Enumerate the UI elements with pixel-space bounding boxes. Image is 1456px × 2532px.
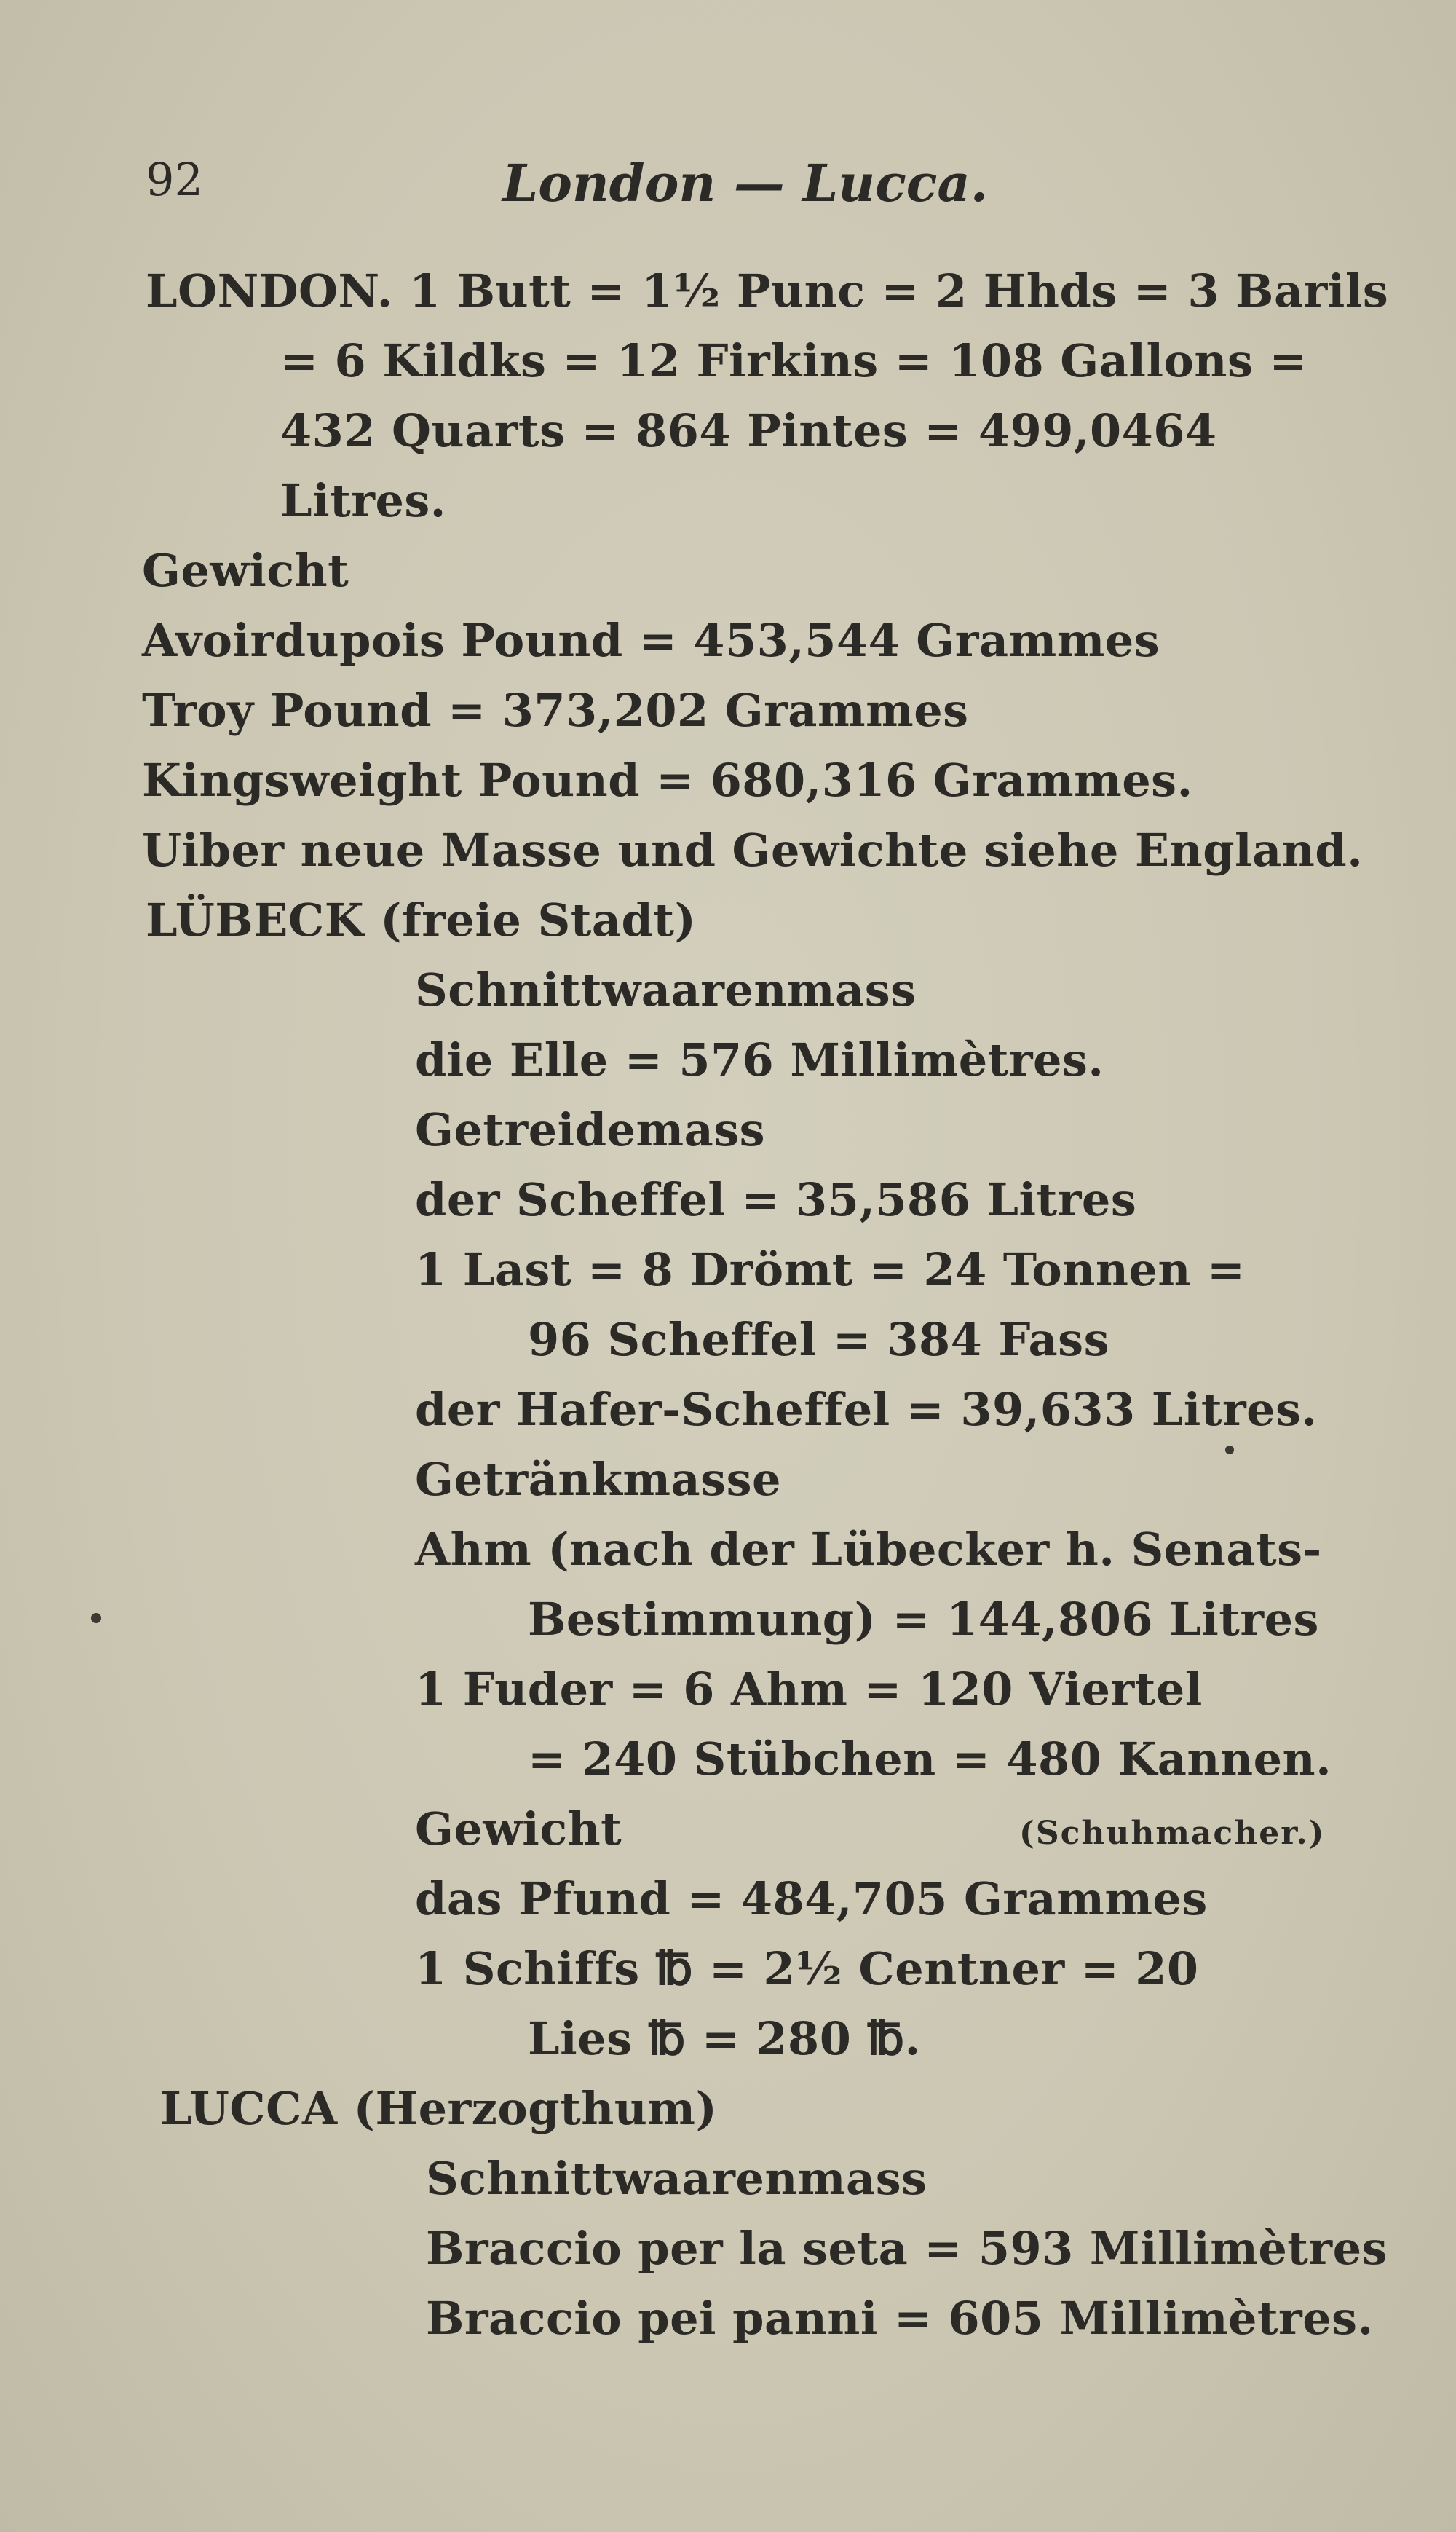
lucca-schnittwaarenmass-heading: Schnittwaarenmass [426, 2152, 927, 2205]
london-entry-line-4: Litres. [280, 474, 446, 527]
luebeck-getraenkmasse-heading: Getränkmasse [415, 1453, 781, 1506]
running-title: London — Lucca. [502, 153, 989, 213]
avoirdupois-pound: Avoirdupois Pound = 453,544 Grammes [142, 614, 1160, 667]
luebeck-pfund: das Pfund = 484,705 Grammes [415, 1872, 1208, 1925]
lucca-braccio-seta: Braccio per la seta = 593 Millimètres [426, 2222, 1388, 2275]
luebeck-ahm-line-2: Bestimmung) = 144,806 Litres [528, 1593, 1319, 1646]
paper-speck [1225, 1446, 1234, 1454]
lucca-braccio-panni: Braccio pei panni = 605 Millimètres. [426, 2292, 1374, 2345]
luebeck-getreidemass-heading: Getreidemass [415, 1103, 766, 1156]
luebeck-heading: LÜBECK (freie Stadt) [146, 894, 697, 947]
luebeck-ahm-line-1: Ahm (nach der Lübecker h. Senats- [415, 1523, 1322, 1576]
luebeck-gewicht-heading: Gewicht [415, 1802, 622, 1855]
luebeck-schiffspfund-line-1: 1 Schiffs ℔ = 2½ Centner = 20 [415, 1942, 1199, 1995]
luebeck-last-line-1: 1 Last = 8 Drömt = 24 Tonnen = [415, 1243, 1246, 1296]
lucca-heading: LUCCA (Herzogthum) [160, 2082, 718, 2135]
page-number: 92 [146, 153, 203, 206]
luebeck-schnittwaarenmass-heading: Schnittwaarenmass [415, 963, 917, 1017]
luebeck-scheffel: der Scheffel = 35,586 Litres [415, 1173, 1137, 1226]
paper-speck [91, 1613, 101, 1623]
london-gewicht-heading: Gewicht [142, 544, 349, 597]
england-reference-note: Uiber neue Masse und Gewichte siehe England. [142, 824, 1364, 877]
london-entry-line-2: = 6 Kildks = 12 Firkins = 108 Gallons = [280, 334, 1307, 387]
luebeck-fuder-line-1: 1 Fuder = 6 Ahm = 120 Viertel [415, 1663, 1203, 1716]
luebeck-hafer-scheffel: der Hafer-Scheffel = 39,633 Litres. [415, 1383, 1318, 1436]
kingsweight-pound: Kingsweight Pound = 680,316 Grammes. [142, 754, 1193, 807]
troy-pound: Troy Pound = 373,202 Grammes [142, 684, 969, 737]
luebeck-elle: die Elle = 576 Millimètres. [415, 1033, 1104, 1086]
luebeck-last-line-2: 96 Scheffel = 384 Fass [528, 1313, 1109, 1366]
printer-mark: (Schuhmacher.) [1019, 1815, 1326, 1852]
luebeck-schiffspfund-line-2: Lies ℔ = 280 ℔. [528, 2012, 921, 2065]
london-entry-line-3: 432 Quarts = 864 Pintes = 499,0464 [280, 404, 1217, 457]
luebeck-fuder-line-2: = 240 Stübchen = 480 Kannen. [528, 1732, 1332, 1786]
london-entry-line-1: LONDON. 1 Butt = 1½ Punc = 2 Hhds = 3 Barils [146, 264, 1389, 318]
